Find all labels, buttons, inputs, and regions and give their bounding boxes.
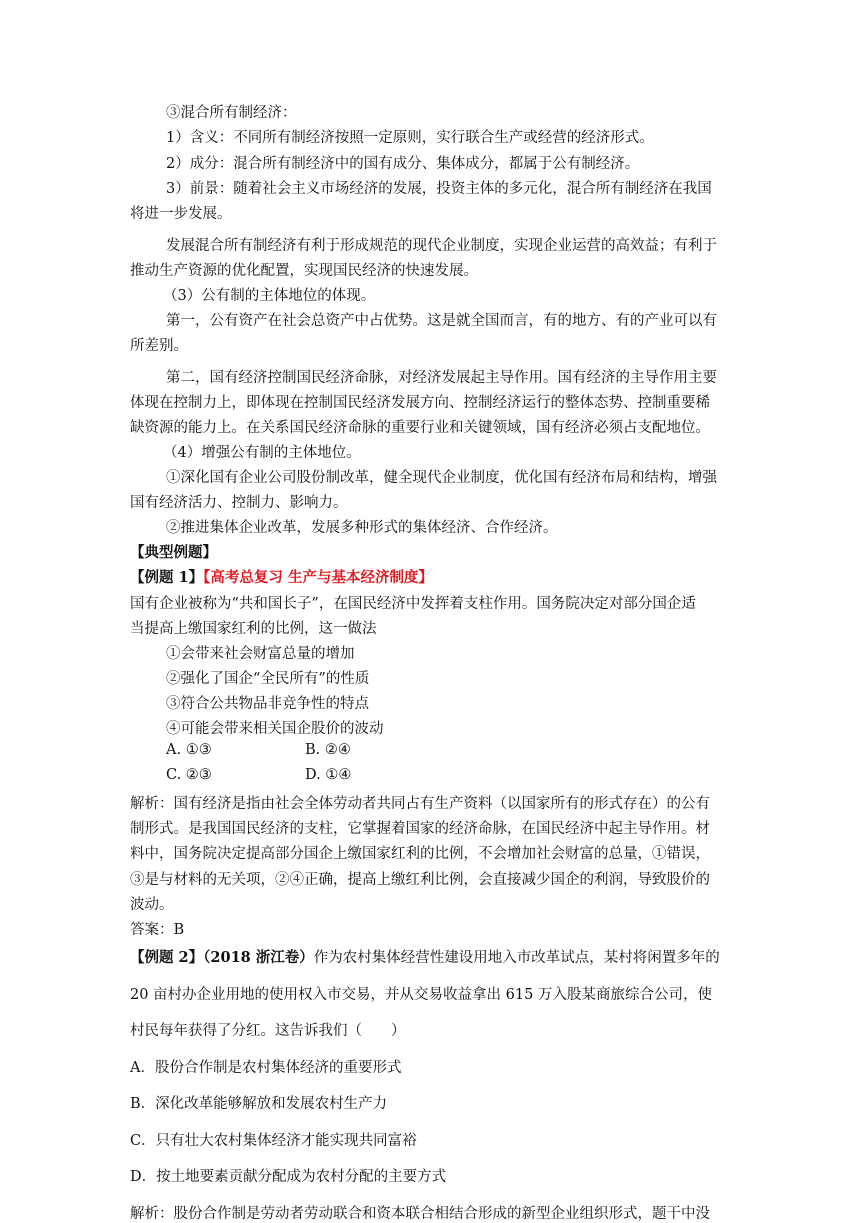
example-1-source: 【高考总复习 生产与基本经济制度】 [203, 569, 433, 586]
example-2-stem-start: 作为农村集体经营性建设用地入市改革试点，某村将闲置多年的 [313, 950, 720, 966]
example-2-option-d: D．按土地要素贡献分配成为农村分配的主要方式 [130, 1169, 447, 1185]
component-line: 2）成分：混合所有制经济中的国有成分、集体成分，都属于公有制经济。 [166, 156, 640, 172]
second-point-line-2: 体现在控制力上，即体现在控制国民经济发展方向、控制经济运行的整体态势、控制重要稀 [130, 395, 710, 411]
development-line-2: 推动生产资源的优化配置，实现国民经济的快速发展。 [130, 263, 478, 279]
option-c: C. ②③ [166, 767, 212, 783]
example-2-source: （2018 浙江卷） [203, 949, 314, 966]
second-point-line-3: 缺资源的能力上。在关系国民经济命脉的重要行业和关键领域，国有经济必须占支配地位。 [130, 420, 710, 436]
deepen-reform-line-2: 国有经济活力、控制力、影响力。 [130, 495, 348, 511]
example-1-answer: 答案：B [130, 922, 185, 938]
first-point-line-2: 所差别。 [130, 338, 188, 354]
example-1-analysis-4: ③是与材料的无关项，②④正确，提高上缴红利比例，会直接减少国企的利润，导致股价的 [130, 872, 710, 888]
example-1-header [130, 566, 433, 587]
example-1-item-1: ①会带来社会财富总量的增加 [166, 646, 355, 662]
example-1-stem-2: 当提高上缴国家红利的比例，这一做法 [130, 621, 377, 637]
option-b: B. ②④ [305, 742, 351, 758]
option-d: D. ①④ [305, 767, 352, 783]
example-2-stem-2: 20 亩村办企业用地的使用权入市交易，并从交易收益拿出 615 万入股某商旅综合公司，使 [130, 987, 712, 1003]
example-1-stem-1: 国有企业被称为“共和国长子”，在国民经济中发挥着支柱作用。国务院决定对部分国企适 [130, 596, 696, 612]
example-2-option-b: B．深化改革能够解放和发展农村生产力 [130, 1096, 388, 1112]
example-1-analysis-2: 制形式。是我国国民经济的支柱，它掌握着国家的经济命脉，在国民经济中起主导作用。材 [130, 821, 710, 837]
examples-heading: 【典型例题】 [130, 544, 217, 561]
example-1-item-3: ③符合公共物品非竞争性的特点 [166, 696, 369, 712]
example-2-stem-1 [130, 946, 720, 967]
option-a: A. ①③ [166, 742, 212, 758]
deepen-reform-line-1: ①深化国有企业公司股份制改革，健全现代企业制度，优化国有经济布局和结构，增强 [166, 470, 717, 486]
example-1-analysis-1: 解析：国有经济是指由社会全体劳动者共同占有生产资料（以国家所有的形式存在）的公有 [130, 796, 710, 812]
example-1-options-row-1 [166, 742, 351, 758]
subheading-3: （3）公有制的主体地位的体现。 [163, 288, 376, 304]
example-1-label: 【例题 1】 [130, 569, 204, 586]
second-point-line-1: 第二，国有经济控制国民经济命脉，对经济发展起主导作用。国有经济的主导作用主要 [166, 370, 717, 386]
first-point-line-1: 第一，公有资产在社会总资产中占优势。这是就全国而言，有的地方、有的产业可以有 [166, 313, 717, 329]
example-2-option-c: C．只有壮大农村集体经济才能实现共同富裕 [130, 1133, 417, 1149]
subheading-4: （4）增强公有制的主体地位。 [163, 445, 361, 461]
example-1-item-2: ②强化了国企“全民所有”的性质 [166, 671, 370, 687]
example-2-analysis-1: 解析：股份合作制是劳动者劳动联合和资本联合相结合形成的新型企业组织形式，题干中没 [130, 1206, 710, 1222]
example-2-label: 【例题 2】 [130, 949, 204, 966]
prospect-line-2: 将进一步发展。 [130, 206, 232, 222]
development-line-1: 发展混合所有制经济有利于形成规范的现代企业制度，实现企业运营的高效益；有利于 [166, 238, 717, 254]
example-1-options-row-2 [166, 767, 352, 783]
example-1-analysis-5: 波动。 [130, 897, 174, 913]
prospect-line-1: 3）前景：随着社会主义市场经济的发展，投资主体的多元化，混合所有制经济在我国 [166, 181, 712, 197]
example-2-stem-3: 村民每年获得了分红。这告诉我们（ ） [130, 1023, 406, 1039]
definition-line: 1）含义：不同所有制经济按照一定原则，实行联合生产或经营的经济形式。 [166, 130, 654, 146]
example-2-option-a: A．股份合作制是农村集体经济的重要形式 [130, 1060, 402, 1076]
example-1-analysis-3: 料中，国务院决定提高部分国企上缴国家红利的比例，不会增加社会财富的总量，①错误， [130, 846, 710, 862]
example-1-item-4: ④可能会带来相关国企股价的波动 [166, 721, 384, 737]
collective-line: ②推进集体企业改革，发展多种形式的集体经济、合作经济。 [166, 520, 558, 536]
mixed-ownership-title: ③混合所有制经济： [166, 105, 297, 121]
